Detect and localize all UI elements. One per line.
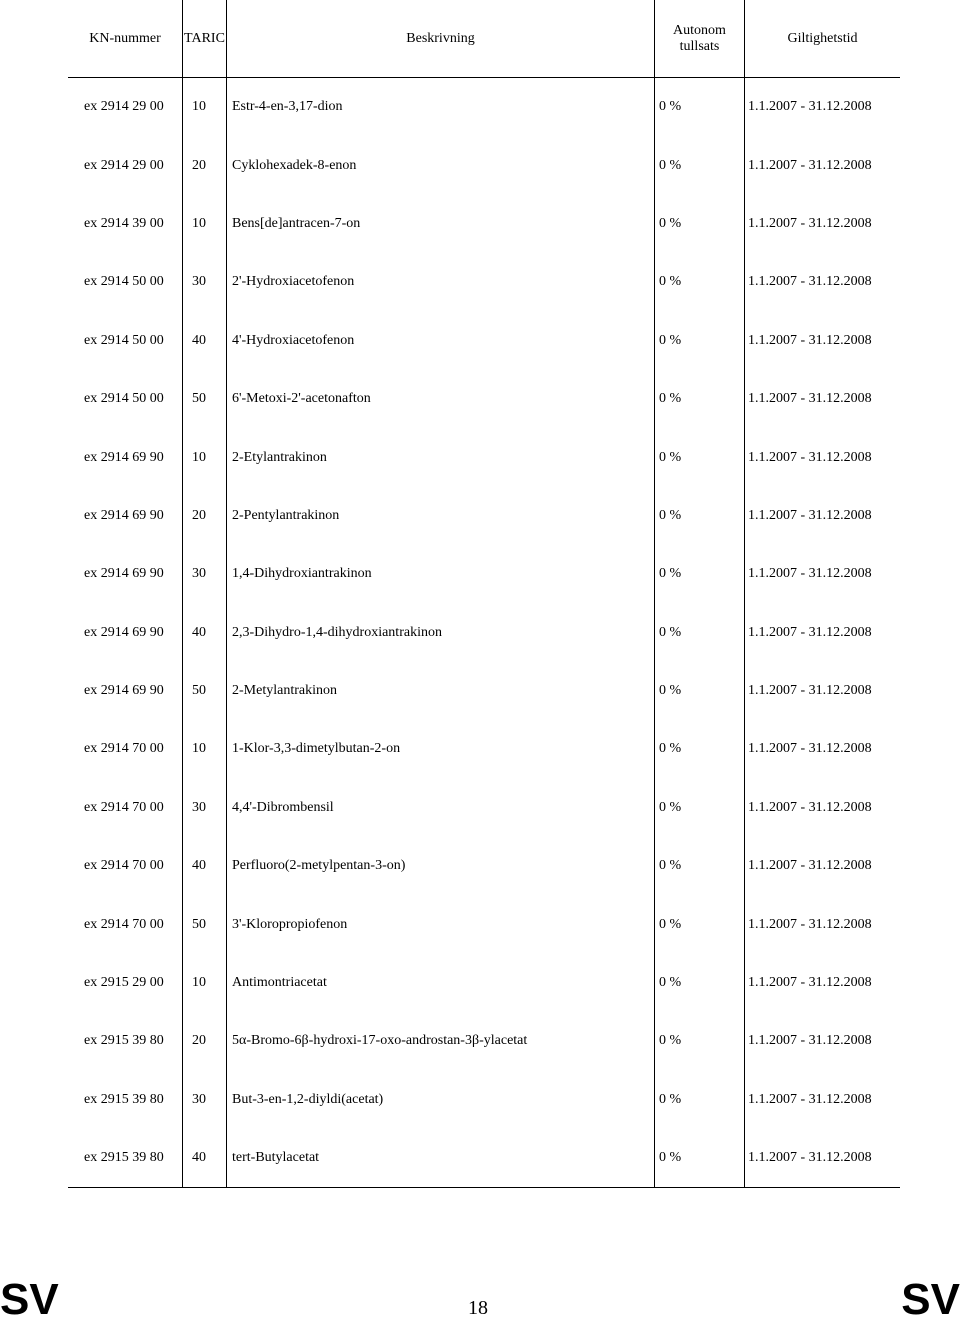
- cell-giltighetstid: 1.1.2007 - 31.12.2008: [748, 507, 872, 523]
- cell-taric: 20: [183, 1012, 227, 1070]
- cell-beskrivning: 1-Klor-3,3-dimetylbutan-2-on: [227, 720, 655, 778]
- cell-taric: 40: [183, 604, 227, 662]
- table-header-row: [68, 0, 900, 78]
- column-header-beskrivning: Beskrivning: [227, 0, 655, 78]
- cell-taric: 10: [183, 720, 227, 778]
- cell-taric: 30: [183, 545, 227, 603]
- cell-tullsats: 0 %: [655, 253, 745, 311]
- cell-tullsats: 0 %: [655, 78, 745, 137]
- cell-tullsats: 0 %: [655, 604, 745, 662]
- tariff-table-container: [68, 0, 896, 1188]
- table-row: [68, 1129, 900, 1188]
- cell-kn-nummer: ex 2915 39 80: [68, 1071, 183, 1129]
- cell-tullsats: 0 %: [655, 662, 745, 720]
- cell-giltighetstid: 1.1.2007 - 31.12.2008: [748, 1033, 872, 1049]
- cell-kn-nummer: ex 2914 29 00: [68, 136, 183, 194]
- cell-giltighetstid: 1.1.2007 - 31.12.2008: [748, 624, 872, 640]
- cell-kn-nummer: ex 2914 70 00: [68, 837, 183, 895]
- table-row: [68, 954, 900, 1012]
- cell-tullsats: 0 %: [655, 954, 745, 1012]
- table-row: [68, 428, 900, 486]
- cell-giltighetstid: 1.1.2007 - 31.12.2008: [748, 741, 872, 757]
- cell-giltighetstid: 1.1.2007 - 31.12.2008: [745, 1129, 901, 1188]
- table-row: [68, 312, 900, 370]
- cell-giltighetstid: 1.1.2007 - 31.12.2008: [748, 332, 872, 348]
- cell-tullsats: 0 %: [655, 136, 745, 194]
- cell-beskrivning: 2,3-Dihydro-1,4-dihydroxiantrakinon: [227, 604, 655, 662]
- table-row: [68, 487, 900, 545]
- cell-beskrivning: 3'-Kloropropiofenon: [227, 895, 655, 953]
- cell-taric: 20: [183, 136, 227, 194]
- table-row: [68, 195, 900, 253]
- table-row: [68, 136, 900, 194]
- cell-giltighetstid: 1.1.2007 - 31.12.2008: [748, 916, 872, 932]
- cell-tullsats: 0 %: [655, 370, 745, 428]
- cell-tullsats: 0 %: [655, 487, 745, 545]
- cell-kn-nummer: ex 2915 39 80: [68, 1129, 183, 1188]
- cell-kn-nummer: ex 2914 69 90: [68, 662, 183, 720]
- cell-kn-nummer: ex 2914 69 90: [68, 604, 183, 662]
- cell-beskrivning: Perfluoro(2-metylpentan-3-on): [227, 837, 655, 895]
- table-row: [68, 895, 900, 953]
- cell-taric: 30: [183, 253, 227, 311]
- column-header-giltighetstid: Giltighetstid: [745, 0, 901, 78]
- cell-tullsats: 0 %: [655, 545, 745, 603]
- cell-tullsats: 0 %: [655, 428, 745, 486]
- table-row: [68, 1012, 900, 1070]
- table-row: [68, 779, 900, 837]
- table-row: [68, 1071, 900, 1129]
- table-row: [68, 253, 900, 311]
- cell-tullsats: 0 %: [655, 895, 745, 953]
- cell-taric: 10: [183, 954, 227, 1012]
- language-code-right: SV: [901, 1275, 960, 1324]
- cell-taric: 40: [183, 837, 227, 895]
- cell-beskrivning: 1,4-Dihydroxiantrakinon: [227, 545, 655, 603]
- cell-beskrivning: 5α-Bromo-6β-hydroxi-17-oxo-androstan-3β-ylacetat: [227, 1012, 655, 1070]
- cell-taric: 10: [183, 428, 227, 486]
- cell-beskrivning: tert-Butylacetat: [227, 1129, 655, 1188]
- cell-beskrivning: Cyklohexadek-8-enon: [227, 136, 655, 194]
- cell-beskrivning: 4,4'-Dibrombensil: [227, 779, 655, 837]
- column-header-kn-nummer: KN-nummer: [68, 0, 183, 78]
- cell-taric: 10: [183, 78, 227, 137]
- cell-giltighetstid: 1.1.2007 - 31.12.2008: [748, 215, 872, 231]
- cell-beskrivning: 2'-Hydroxiacetofenon: [227, 253, 655, 311]
- cell-taric: 40: [183, 1129, 227, 1188]
- cell-tullsats: 0 %: [655, 195, 745, 253]
- cell-giltighetstid: 1.1.2007 - 31.12.2008: [748, 274, 872, 290]
- cell-giltighetstid: 1.1.2007 - 31.12.2008: [748, 99, 872, 115]
- cell-beskrivning: Bens[de]antracen-7-on: [227, 195, 655, 253]
- cell-taric: 50: [183, 895, 227, 953]
- cell-beskrivning: 4'-Hydroxiacetofenon: [227, 312, 655, 370]
- cell-tullsats: 0 %: [655, 720, 745, 778]
- cell-beskrivning: 2-Metylantrakinon: [227, 662, 655, 720]
- table-row: [68, 545, 900, 603]
- cell-taric: 40: [183, 312, 227, 370]
- cell-kn-nummer: ex 2914 29 00: [68, 78, 183, 137]
- cell-kn-nummer: ex 2914 50 00: [68, 370, 183, 428]
- page-number: 18: [468, 1297, 488, 1319]
- cell-beskrivning: But-3-en-1,2-diyldi(acetat): [227, 1071, 655, 1129]
- cell-kn-nummer: ex 2915 39 80: [68, 1012, 183, 1070]
- cell-kn-nummer: ex 2914 39 00: [68, 195, 183, 253]
- cell-giltighetstid: 1.1.2007 - 31.12.2008: [748, 1091, 872, 1107]
- cell-kn-nummer: ex 2914 50 00: [68, 253, 183, 311]
- cell-kn-nummer: ex 2914 70 00: [68, 720, 183, 778]
- table-row: [68, 720, 900, 778]
- table-row: [68, 78, 900, 137]
- cell-giltighetstid: 1.1.2007 - 31.12.2008: [748, 858, 872, 874]
- table-row: [68, 370, 900, 428]
- cell-tullsats: 0 %: [655, 1129, 745, 1188]
- cell-kn-nummer: ex 2914 70 00: [68, 895, 183, 953]
- cell-beskrivning: 2-Pentylantrakinon: [227, 487, 655, 545]
- column-header-taric: TARIC: [183, 0, 227, 78]
- cell-tullsats: 0 %: [655, 1071, 745, 1129]
- cell-giltighetstid: 1.1.2007 - 31.12.2008: [748, 683, 872, 699]
- cell-tullsats: 0 %: [655, 837, 745, 895]
- cell-kn-nummer: ex 2914 69 90: [68, 545, 183, 603]
- table-row: [68, 604, 900, 662]
- cell-tullsats: 0 %: [655, 779, 745, 837]
- table-body: [68, 78, 900, 1188]
- column-header-autonom-tullsats: Autonom tullsats: [655, 0, 745, 78]
- cell-taric: 20: [183, 487, 227, 545]
- cell-beskrivning: Estr-4-en-3,17-dion: [227, 78, 655, 137]
- cell-giltighetstid: 1.1.2007 - 31.12.2008: [748, 975, 872, 991]
- cell-beskrivning: 6'-Metoxi-2'-acetonafton: [227, 370, 655, 428]
- cell-taric: 30: [183, 779, 227, 837]
- cell-giltighetstid: 1.1.2007 - 31.12.2008: [748, 566, 872, 582]
- cell-taric: 50: [183, 370, 227, 428]
- table-row: [68, 662, 900, 720]
- tariff-table: [68, 0, 900, 1188]
- cell-beskrivning: 2-Etylantrakinon: [227, 428, 655, 486]
- cell-kn-nummer: ex 2914 69 90: [68, 487, 183, 545]
- cell-kn-nummer: ex 2914 50 00: [68, 312, 183, 370]
- cell-kn-nummer: ex 2914 69 90: [68, 428, 183, 486]
- language-code-left: SV: [0, 1275, 59, 1324]
- table-row: [68, 837, 900, 895]
- cell-taric: 50: [183, 662, 227, 720]
- cell-giltighetstid: 1.1.2007 - 31.12.2008: [748, 391, 872, 407]
- cell-kn-nummer: ex 2915 29 00: [68, 954, 183, 1012]
- cell-kn-nummer: ex 2914 70 00: [68, 779, 183, 837]
- cell-taric: 30: [183, 1071, 227, 1129]
- cell-giltighetstid: 1.1.2007 - 31.12.2008: [748, 157, 872, 173]
- cell-beskrivning: Antimontriacetat: [227, 954, 655, 1012]
- cell-giltighetstid: 1.1.2007 - 31.12.2008: [748, 449, 872, 465]
- cell-taric: 10: [183, 195, 227, 253]
- cell-giltighetstid: 1.1.2007 - 31.12.2008: [748, 799, 872, 815]
- cell-tullsats: 0 %: [655, 1012, 745, 1070]
- cell-tullsats: 0 %: [655, 312, 745, 370]
